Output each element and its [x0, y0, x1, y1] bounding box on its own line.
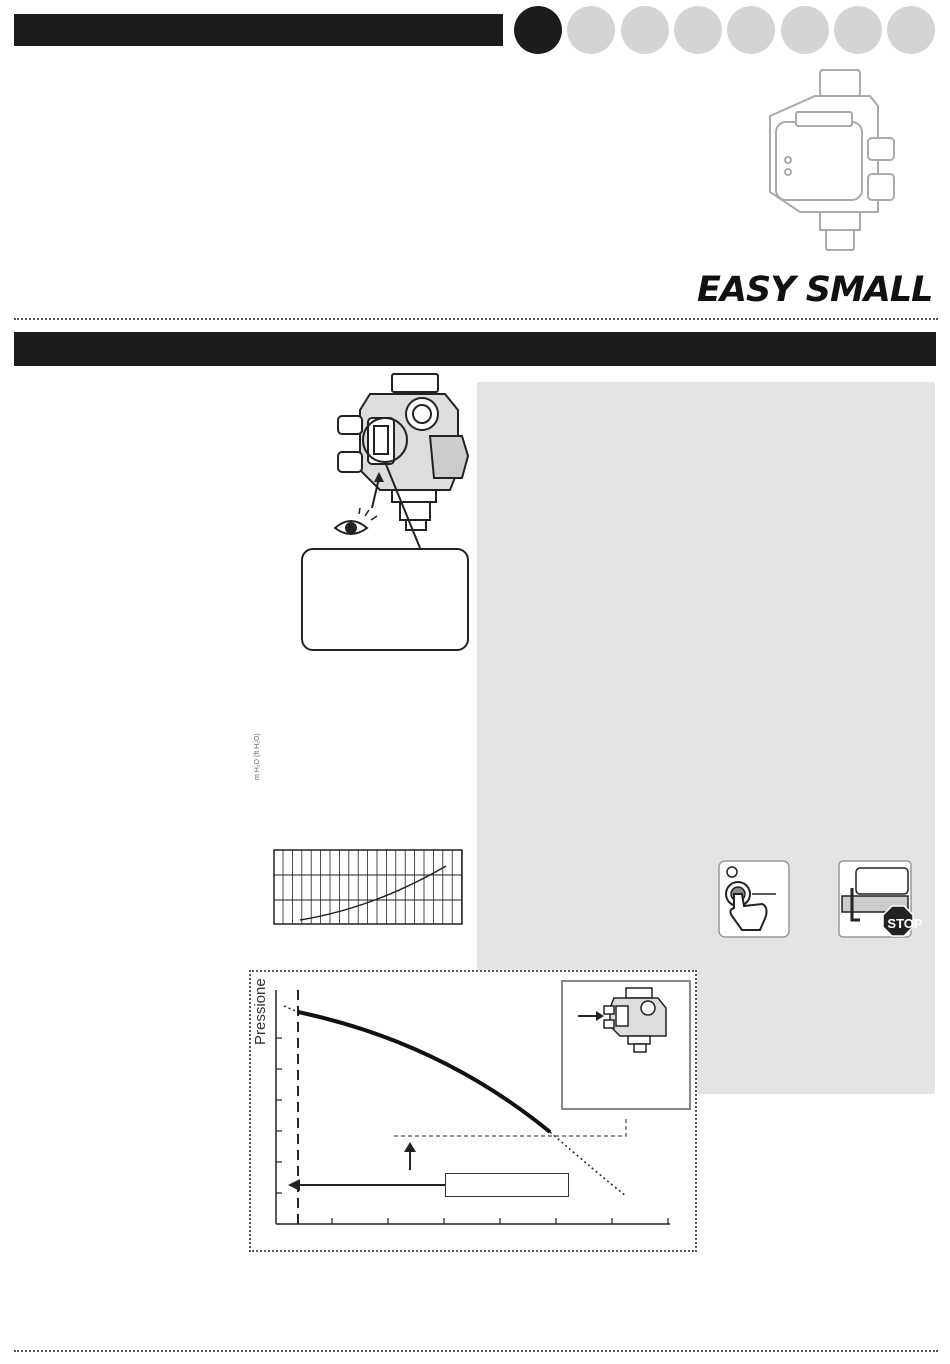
stop-valve-icon: [838, 860, 928, 950]
chapter-tab-1: [514, 6, 562, 54]
chapter-tab-8: [887, 6, 935, 54]
chart-note-box: [445, 1173, 569, 1197]
chapter-tab-6: [781, 6, 829, 54]
chapter-tab-2: [567, 6, 615, 54]
section-divider: [14, 318, 938, 320]
pump-controller-icon: [760, 62, 910, 262]
display-callout: [301, 548, 469, 651]
hand-press-button-icon[interactable]: [718, 860, 790, 938]
eye-icon: [333, 506, 381, 540]
small-pressure-chart: [274, 850, 464, 926]
brand-logo: EASY SMALL: [697, 270, 933, 310]
chapter-tab-5: [727, 6, 775, 54]
chapter-tab-3: [621, 6, 669, 54]
pressure-axis-label: Pressione: [252, 978, 269, 1045]
chapter-tab-4: [674, 6, 722, 54]
svg-text:STOP: STOP: [887, 916, 923, 931]
footer-divider: [14, 1350, 938, 1352]
section-heading-bar: [14, 332, 936, 366]
small-chart-unit-label: m H₂O (ft H₂O): [254, 733, 261, 780]
pump-controller-inset-icon: [576, 986, 676, 1056]
chapter-tab-7: [834, 6, 882, 54]
header-bar: [14, 14, 503, 46]
